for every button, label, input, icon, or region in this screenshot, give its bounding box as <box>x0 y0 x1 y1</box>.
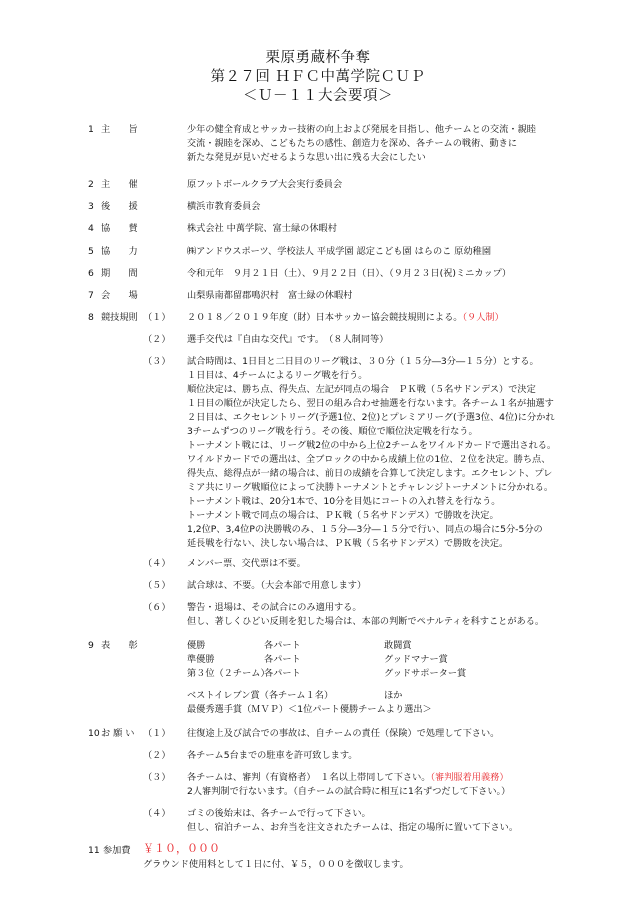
rule-3-line-4: １日目の順位が決定したら、翌日の組み合わせ抽選を行ないます。各チーム１名が抽選す <box>187 398 554 409</box>
section-6-text: 令和元年 ９月２１日（土）、９月２２日（日）、（９月２３日(祝)ミニカップ） <box>187 268 512 279</box>
request-1-mark: （１） <box>143 728 171 739</box>
section-1-line-1: 少年の健全育成とサッカー技術の向上および発展を目指し、他チームとの交流・親睦 <box>187 124 536 135</box>
award-row-3-col-2: 各パート <box>264 668 301 679</box>
section-3-number: 3 <box>88 201 94 212</box>
rule-4-text: メンバー票、交代票は不要。 <box>187 558 306 569</box>
rule-5-text: 試合球は、不要。（大会本部で用意します） <box>187 580 367 591</box>
award-row-1-col-2: 各パート <box>264 640 301 651</box>
award-best-other: ほか <box>384 690 403 701</box>
rule-1-mark: （１） <box>143 312 171 323</box>
section-6-number: 6 <box>88 268 94 279</box>
request-1-text: 往復途上及び試合での事故は、自チームの責任（保険）で処理して下さい。 <box>187 728 500 739</box>
rule-3-line-2: １日目は、4チームによるリーグ戦を行う。 <box>187 370 368 381</box>
entry-fee: ￥１０，０００ <box>143 842 220 855</box>
section-5-number: 5 <box>88 246 94 257</box>
section-3-label: 後 援 <box>101 201 138 212</box>
rule-3-mark: （３） <box>143 356 171 367</box>
rule-5-mark: （５） <box>143 580 171 591</box>
award-row-3-col-1: 第３位（２チーム） <box>187 668 270 679</box>
rule-3-line-12: トーナメント戦で同点の場合は、ＰＫ戦（５名サドンデス）で勝敗を決定。 <box>187 510 499 521</box>
rule-3-line-11: トーナメント戦は、20分1本で、10分を目処にコートの入れ替えを行なう。 <box>187 496 501 507</box>
section-10-label: お 願 い <box>101 728 135 739</box>
request-3-main: 各チームは、審判（有資格者） １名以上帯同して下さい。 <box>187 772 431 783</box>
section-4-number: 4 <box>88 223 94 234</box>
section-8-label: 競技規則 <box>101 312 138 323</box>
rule-1-highlight: （９人制） <box>462 312 504 323</box>
rule-6-mark: （６） <box>143 602 171 613</box>
request-4-text: ゴミの後始末は、各チームで行って下さい。 <box>187 808 371 819</box>
rule-3-line-8: ワイルドカードでの選出は、全ブロックの中から成績上位の1位、２位を決定。勝ち点、 <box>187 454 551 465</box>
rule-1-main: ２０１８／２０１９年度（財）日本サッカー協会競技規則による。 <box>187 312 463 323</box>
section-11-label: 参加費 <box>103 845 131 856</box>
section-4-text: 株式会社 中萬学院、富士緑の休暇村 <box>187 223 337 234</box>
entry-fee-note: グラウンド使用料として１日に付、￥５，０００を徴収します。 <box>143 859 409 870</box>
section-1-line-2: 交流・親睦を深め、こどもたちの感性、創造力を深め、各チームの戦術、動きに <box>187 138 518 149</box>
section-5-text: ㈱アンドウスポーツ、学校法人 平成学園 認定こども園 はらのこ 原幼稚園 <box>187 246 492 257</box>
rule-3-line-10: ミア共にリーグ戦順位によって決勝トーナメントとチャレンジトーナメントに分かれる。 <box>187 482 554 493</box>
section-1-number: 1 <box>88 124 94 135</box>
award-mvp: 最優秀選手賞（ＭＶＰ）＜1位パート優勝チームより選出＞ <box>187 704 432 715</box>
section-7-label: 会 場 <box>101 290 138 301</box>
section-7-number: 7 <box>88 290 94 301</box>
section-2-label: 主 催 <box>101 179 138 190</box>
rule-1-text <box>187 311 504 325</box>
rule-6-line-1: 警告・退場は、その試合にのみ適用する。 <box>187 602 362 613</box>
rule-3-line-6: 3チームずつのリーグ戦を行う。その後、順位で順位決定戦を行なう。 <box>187 426 478 437</box>
section-6-label: 期 間 <box>101 268 138 279</box>
rule-3-line-13: 1,2位P、3,4位Pの決勝戦のみ、１５分―3分―１５分で行い、同点の場合に5分-5分の <box>187 524 543 535</box>
award-row-2-col-2: 各パート <box>264 654 301 665</box>
section-3-text: 横浜市教育委員会 <box>187 201 261 212</box>
section-2-text: 原フットボールクラブ大会実行委員会 <box>187 179 343 190</box>
rule-3-line-3: 順位決定は、勝ち点、得失点、左記が同点の場合 ＰＫ戦（５名サドンデス）で決定 <box>187 384 536 395</box>
request-3-mark: （３） <box>143 772 171 783</box>
section-9-number: 9 <box>88 640 94 651</box>
section-8-number: 8 <box>88 312 94 323</box>
rule-6-line-2: 但し、著しくひどい反則を犯した場合は、本部の判断でペナルティを科すことがある。 <box>187 616 545 627</box>
section-2-number: 2 <box>88 179 94 190</box>
request-2-mark: （２） <box>143 750 171 761</box>
section-4-label: 協 賛 <box>101 223 138 234</box>
section-1-line-3: 新たな発見が見いだせるような思い出に残る大会にしたい <box>187 152 426 163</box>
section-11-number: 11 <box>88 845 100 856</box>
section-1-label: 主 旨 <box>101 124 138 135</box>
section-5-label: 協 力 <box>101 246 138 257</box>
title-line-3: ＜Ｕ－１１大会要項＞ <box>243 88 393 104</box>
title-line-2: 第２７回 ＨＦＣ中萬学院ＣＵＰ <box>210 69 426 85</box>
rule-2-mark: （２） <box>143 334 171 345</box>
request-3-highlight: （審判服着用義務） <box>430 772 509 783</box>
title-line-1: 栗原勇蔵杯争奪 <box>265 50 371 66</box>
rule-3-line-7: トーナメント戦には、リーグ戦2位の中から上位2チームをワイルドカードで選出される。 <box>187 440 557 451</box>
rule-3-line-14: 延長戦を行ない、決しない場合は、ＰＫ戦（５名サドンデス）で勝敗を決定。 <box>187 538 509 549</box>
award-row-2-col-3: グッドマナー賞 <box>384 654 448 665</box>
section-9-label: 表 彰 <box>101 640 138 651</box>
section-10-number: 10 <box>88 728 100 739</box>
section-7-text: 山梨県南都留郡鳴沢村 富士緑の休暇村 <box>187 290 353 301</box>
award-row-3-col-3: グッドサポーター賞 <box>384 668 467 679</box>
rule-3-line-1: 試合時間は、1日目と二日目のリーグ戦は、３０分（１５分―3分―１５分）とする。 <box>187 356 539 367</box>
rule-4-mark: （４） <box>143 558 171 569</box>
request-2-text: 各チーム5台までの駐車を許可致します。 <box>187 750 358 761</box>
request-3-line-2: 2人審判制で行ないます。（自チームの試合時に相互に1名ずつだして下さい。） <box>187 786 511 797</box>
rule-3-line-5: ２日目は、エクセレントリーグ(予選1位、2位)とプレミアリーグ(予選3位、4位)に分かれ <box>187 412 555 423</box>
request-4-line-2: 但し、宿泊チーム、お弁当を注文されたチームは、指定の場所に置いて下さい。 <box>187 822 519 833</box>
award-row-1-col-3: 敢闘賞 <box>384 640 412 651</box>
rule-2-text: 選手交代は『自由な交代』です。 （８人制同等） <box>187 334 389 345</box>
rule-3-line-9: 得失点、総得点が一緒の場合は、前日の成績を合算して決定します。エクセレント、プレ <box>187 468 553 479</box>
request-3-text <box>187 771 509 785</box>
award-row-1-col-1: 優勝 <box>187 640 206 651</box>
award-best-eleven: ベストイレブン賞（各チーム１名） <box>187 690 334 701</box>
request-4-mark: （４） <box>143 808 171 819</box>
award-row-2-col-1: 準優勝 <box>187 654 215 665</box>
